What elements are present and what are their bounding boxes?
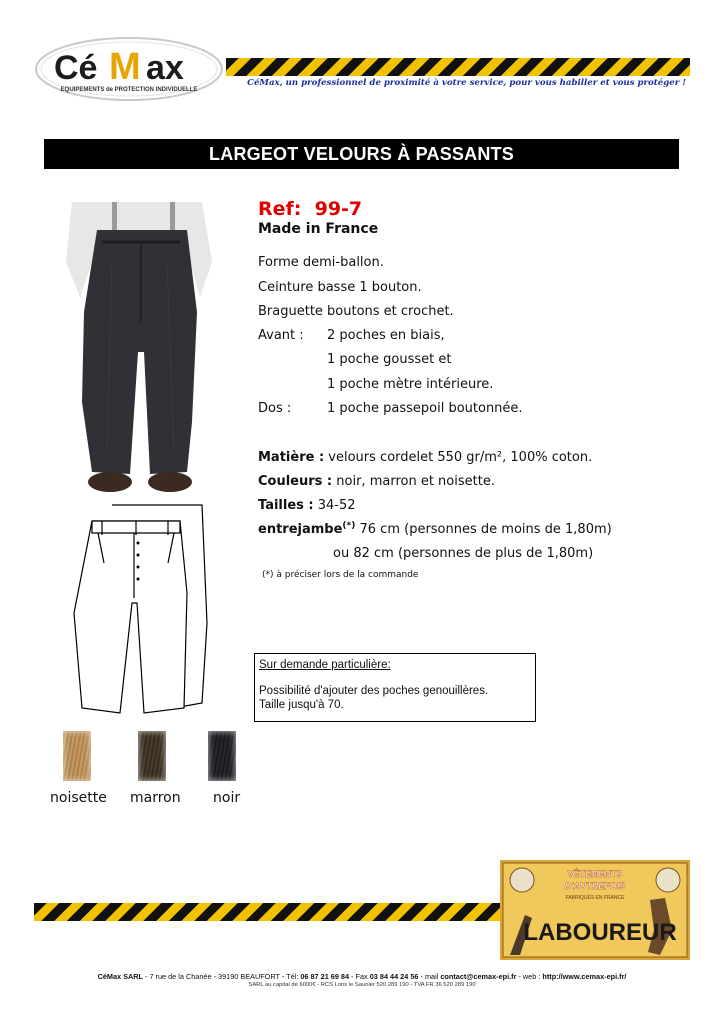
- footer-fax-label: - Fax: [349, 972, 370, 981]
- avant-line: [258, 328, 445, 343]
- logo-text-m: M: [109, 46, 141, 88]
- footer-web-link[interactable]: http://www.cemax-epi.fr/: [542, 972, 627, 981]
- footer-fax: 03 84 44 24 56: [369, 972, 419, 981]
- feature-line: Braguette boutons et crochet.: [258, 304, 454, 319]
- label-brand: LABOUREUR: [523, 919, 677, 946]
- couleurs-value: noir, marron et noisette.: [336, 474, 495, 489]
- cemax-logo: [34, 36, 224, 102]
- tailles-label: Tailles :: [258, 498, 314, 513]
- product-origin: Made in France: [258, 221, 379, 237]
- product-photo: [52, 202, 222, 502]
- footer-address: - 7 rue de la Chanée - 39190 BEAUFORT - Tél:: [142, 972, 301, 981]
- swatch-label: marron: [130, 790, 181, 806]
- footer-legal: SARL au capital de 6000€ - RCS Lons le Saunier 520 289 190 - TVA FR 36 520 289 190: [248, 982, 476, 988]
- swatch-label: noir: [213, 790, 241, 806]
- entrejambe-value-1: 76 cm (personnes de moins de 1,80m): [359, 522, 612, 537]
- technical-drawing: [62, 503, 222, 718]
- footer-contact: [0, 972, 724, 981]
- couleurs-label: Couleurs :: [258, 474, 333, 489]
- logo-text-ce: Cé: [54, 49, 98, 87]
- entrejambe-mark: (*): [342, 521, 356, 531]
- avant-item: 2 poches en biais,: [327, 328, 445, 343]
- footer-tel: 06 87 21 69 84: [300, 972, 350, 981]
- label-line2: D'AUTREFOIS: [564, 881, 626, 891]
- avant-item: 1 poche gousset et: [327, 352, 452, 367]
- swatch-label: noisette: [50, 790, 107, 806]
- swatch-marron: [135, 728, 169, 784]
- product-reference: Ref: 99-7: [258, 198, 363, 220]
- avant-item: 1 poche mètre intérieure.: [327, 377, 494, 392]
- entrejambe-line: [258, 522, 612, 537]
- label-line3: FABRIQUÉS EN FRANCE: [565, 895, 625, 901]
- tagline: CéMax, un professionnel de proximité à votre service, pour vous habiller et vous protéger !: [247, 78, 686, 88]
- entrejambe-value-2: ou 82 cm (personnes de plus de 1,80m): [333, 546, 594, 561]
- footnote: (*) à préciser lors de la commande: [262, 570, 419, 580]
- footer-company: CéMax SARL: [97, 972, 143, 981]
- tailles-line: [258, 498, 356, 513]
- entrejambe-label: entrejambe: [258, 522, 343, 537]
- special-request-heading: Sur demande particulière:: [259, 659, 391, 671]
- feature-line: Forme demi-ballon.: [258, 255, 384, 270]
- footer-web-label: - web :: [516, 972, 543, 981]
- avant-label: Avant :: [258, 328, 304, 343]
- special-request-box: [254, 653, 536, 722]
- feature-line: Ceinture basse 1 bouton.: [258, 280, 422, 295]
- swatch-noir: [205, 728, 239, 784]
- hazard-stripe-top: [226, 58, 690, 76]
- logo-text-ax: ax: [146, 49, 184, 87]
- matiere-label: Matière :: [258, 450, 325, 465]
- footer-mail-label: - mail: [418, 972, 441, 981]
- dos-label: Dos :: [258, 401, 292, 416]
- special-request-line: Taille jusqu'à 70.: [259, 699, 344, 711]
- dos-line: [258, 401, 523, 416]
- footer-mail-link[interactable]: contact@cemax-epi.fr: [440, 972, 517, 981]
- tailles-value: 34-52: [317, 498, 356, 513]
- matiere-line: [258, 450, 592, 465]
- swatch-noisette: [60, 728, 94, 784]
- dos-value: 1 poche passepoil boutonnée.: [327, 401, 523, 416]
- laboureur-label: [500, 860, 690, 960]
- matiere-value: velours cordelet 550 gr/m², 100% coton.: [328, 450, 593, 465]
- logo-subtitle: EQUIPEMENTS de PROTECTION INDIVIDUELLE: [60, 87, 198, 93]
- label-line1: VÊTEMENTS: [567, 869, 623, 879]
- hazard-stripe-bottom: [34, 903, 500, 921]
- special-request-line: Possibilité d'ajouter des poches genouillères.: [259, 685, 489, 697]
- product-title: LARGEOT VELOURS À PASSANTS: [44, 139, 679, 169]
- couleurs-line: [258, 474, 495, 489]
